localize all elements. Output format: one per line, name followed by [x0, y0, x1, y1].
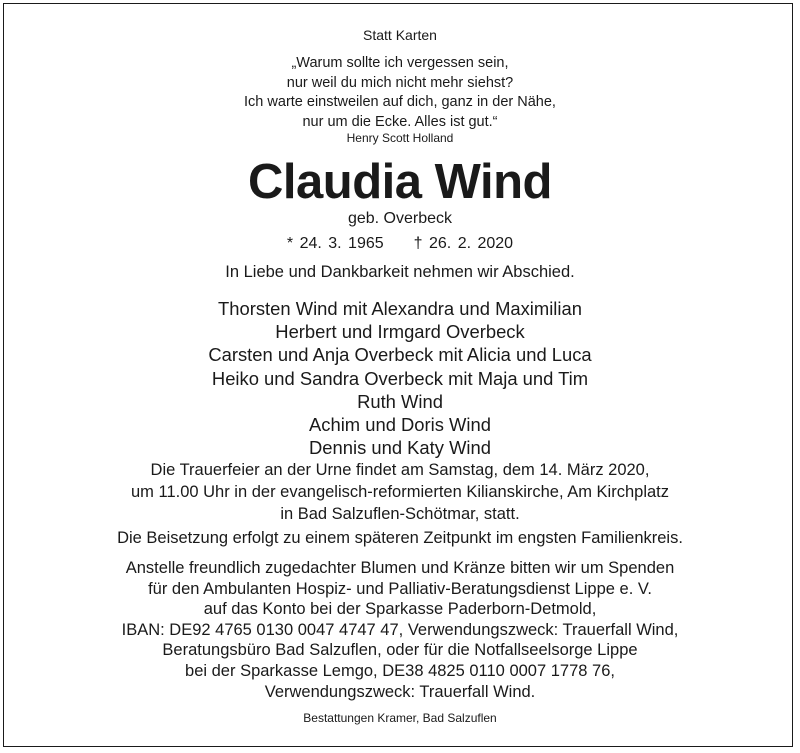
- quote-line: „Warum sollte ich vergessen sein,: [291, 55, 509, 71]
- donation-line: bei der Sparkasse Lemgo, DE38 4825 0110 0007 1778 76,: [185, 661, 615, 680]
- quote-author: Henry Scott Holland: [346, 131, 454, 145]
- deceased-name: Claudia Wind: [248, 155, 552, 209]
- notice-header: Statt Karten: [363, 27, 437, 43]
- donation-line: Verwendungszweck: Trauerfall Wind.: [264, 682, 536, 701]
- family-member: Heiko und Sandra Overbeck mit Maja und Tim: [211, 367, 589, 389]
- maiden-name: geb. Overbeck: [347, 210, 453, 227]
- donation-line: IBAN: DE92 4765 0130 0047 4747 47, Verwendungszweck: Trauerfall Wind,: [121, 620, 679, 639]
- quote-line: nur weil du mich nicht mehr siehst?: [286, 74, 514, 91]
- family-member: Dennis und Katy Wind: [309, 437, 491, 459]
- funeral-info: [0, 459, 800, 525]
- farewell-text: In Liebe und Dankbarkeit nehmen wir Abschied.: [225, 263, 575, 281]
- life-dates: [0, 235, 800, 253]
- donation-line: für den Ambulanten Hospiz- und Palliativ-Beratungsdienst Lippe e. V.: [148, 579, 652, 598]
- funeral-line: in Bad Salzuflen-Schötmar, statt.: [280, 505, 520, 523]
- family-list: [0, 297, 800, 459]
- death-date: † 26. 2. 2020: [413, 235, 514, 252]
- funeral-line: Die Trauerfeier an der Urne findet am Samstag, dem 14. März 2020,: [150, 461, 650, 479]
- funeral-line: um 11.00 Uhr in der evangelisch-reformierten Kilianskirche, Am Kirchplatz: [130, 483, 669, 501]
- family-member: Herbert und Irmgard Overbeck: [275, 321, 525, 343]
- memorial-quote: [0, 54, 800, 132]
- family-member: Thorsten Wind mit Alexandra und Maximilian: [218, 298, 582, 319]
- quote-line: Ich warte einstweilen auf dich, ganz in der Nähe,: [244, 94, 556, 111]
- donation-info: [0, 558, 800, 702]
- quote-line: nur um die Ecke. Alles ist gut.“: [302, 113, 498, 130]
- birth-date: * 24. 3. 1965: [286, 235, 384, 252]
- undertaker-credit: Bestattungen Kramer, Bad Salzuflen: [303, 711, 497, 725]
- family-member: Carsten und Anja Overbeck mit Alicia und Luca: [208, 344, 592, 366]
- donation-line: Anstelle freundlich zugedachter Blumen und Kränze bitten wir um Spenden: [125, 559, 675, 577]
- burial-info: Die Beisetzung erfolgt zu einem späteren Zeitpunkt im engsten Familienkreis.: [117, 529, 683, 547]
- donation-line: auf das Konto bei der Sparkasse Paderborn-Detmold,: [203, 600, 597, 619]
- donation-line: Beratungsbüro Bad Salzuflen, oder für die Notfallseelsorge Lippe: [162, 641, 638, 660]
- family-member: Achim und Doris Wind: [309, 414, 491, 436]
- family-member: Ruth Wind: [357, 390, 443, 412]
